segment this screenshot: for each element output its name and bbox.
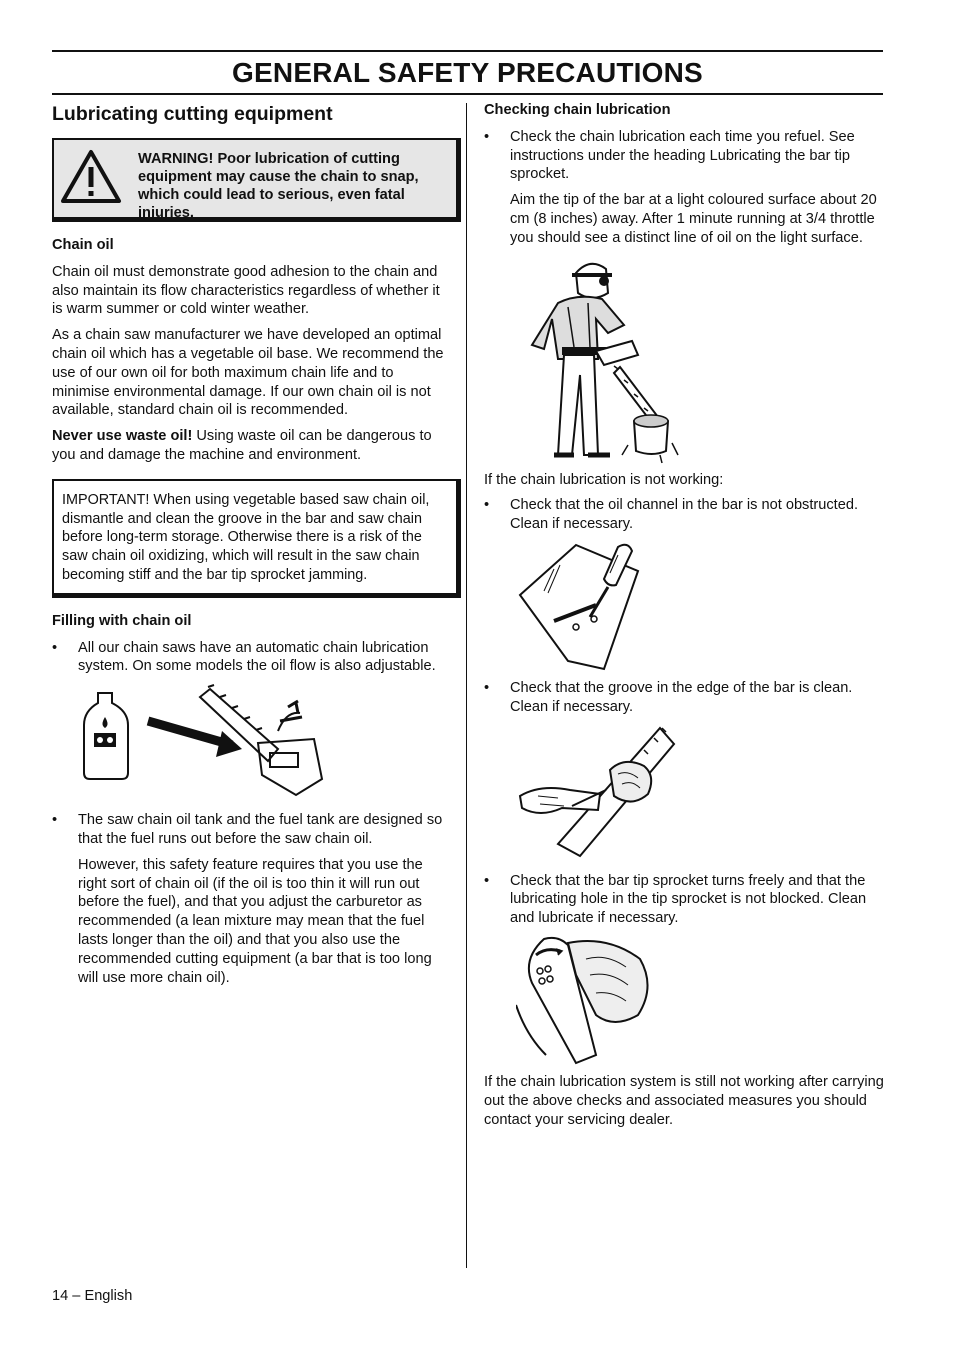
filling-title: Filling with chain oil: [52, 612, 192, 629]
checking-continuation: Aim the tip of the bar at a light coloured surface about 20 cm (8 inches) away. After 1 minute running at 3/4 throttle you should see a distinct line of oil on the light surface.: [510, 192, 877, 246]
list-item: • Check that the oil channel in the bar is not obstructed. Clean if necessary.: [484, 496, 884, 534]
waste-oil-warning: Never use waste oil!: [52, 428, 193, 445]
chain-oil-title: Chain oil: [52, 237, 114, 253]
chain-oil-paragraph-2: As a chain saw manufacturer we have developed an optimal chain oil which has a vegetable oil base. We recommend the use of our own oil for both maximum chain life and to minimise environmental damage. If our own chain oil is not available, standard chain oil is recommended.: [52, 327, 444, 419]
header-rule-bottom: [52, 93, 883, 95]
oil-channel-illustration: [514, 541, 644, 671]
filling-list: [52, 639, 452, 677]
operator-testing-illustration: [510, 255, 690, 467]
page-number: 14 – English: [52, 1288, 133, 1304]
important-box: IMPORTANT! When using vegetable based saw chain oil, dismantle and clean the groove in the bar and saw chain before long-term storage. Otherwise there is a risk of the saw chain oil oxidizing, which will result in the saw chain becoming stiff and the bar tip sprocket jamming.: [52, 479, 461, 598]
list-item-text: The saw chain oil tank and the fuel tank are designed so that the fuel runs out before the saw chain oil.: [78, 812, 443, 847]
list-item: • Check that the groove in the edge of the bar is clean. Clean if necessary.: [484, 679, 884, 717]
page-title: GENERAL SAFETY PRECAUTIONS: [232, 57, 703, 88]
bar-groove-illustration: [510, 724, 680, 864]
warning-triangle-icon: [60, 149, 122, 205]
oil-filling-illustration: [82, 683, 342, 801]
list-item: [52, 811, 452, 849]
not-working-text: If the chain lubrication is not working:: [484, 471, 724, 488]
not-working-list-3: [484, 872, 884, 928]
list-item: • Check the chain lubrication each time you refuel. See instructions under the heading Lubricating the bar tip sprocket.: [484, 128, 884, 184]
tip-sprocket-illustration: [516, 935, 656, 1065]
column-divider: [466, 103, 467, 1268]
checking-title: Checking chain lubrication: [484, 102, 671, 118]
not-working-list-1: [484, 496, 884, 534]
list-item: • All our chain saws have an automatic chain lubrication system. On some models the oil flow is also adjustable.: [52, 639, 452, 677]
filling-continuation: However, this safety feature requires that you use the right sort of chain oil (if the oil is too thin it will run out before the fuel), and that you adjust the carburetor as recommended (a lean mixture may mean that the fuel lasts longer than the oil) and that you also use the recommended cutting equipment (a bar that is too long will use more chain oil).: [78, 856, 432, 986]
section-heading: Lubricating cutting equipment: [52, 103, 333, 125]
warning-box: [52, 138, 461, 222]
not-working-list-2: [484, 679, 884, 717]
chain-oil-paragraph-3: [52, 427, 452, 465]
header-rule-top: [52, 50, 883, 52]
right-column: [484, 101, 884, 1136]
checking-list: [484, 128, 884, 184]
filling-list-2: [52, 811, 452, 849]
chain-oil-paragraph-1: Chain oil must demonstrate good adhesion to the chain and also maintain its flow characteristics regardless of whether it is warm summer or cold winter weather.: [52, 263, 440, 318]
final-paragraph: If the chain lubrication system is still not working after carrying out the above checks and associated measures you should contact your servicing dealer.: [484, 1073, 884, 1128]
warning-text: WARNING! Poor lubrication of cutting equipment may cause the chain to snap, which could lead to serious, even fatal injuries.: [138, 151, 419, 221]
left-column: [52, 100, 452, 994]
waste-oil-text: Using waste oil can be dangerous to you and damage the machine and environment.: [52, 428, 432, 463]
list-item: • Check that the bar tip sprocket turns freely and that the lubricating hole in the tip sprocket is not blocked. Clean and lubricate if necessary.: [484, 872, 884, 928]
